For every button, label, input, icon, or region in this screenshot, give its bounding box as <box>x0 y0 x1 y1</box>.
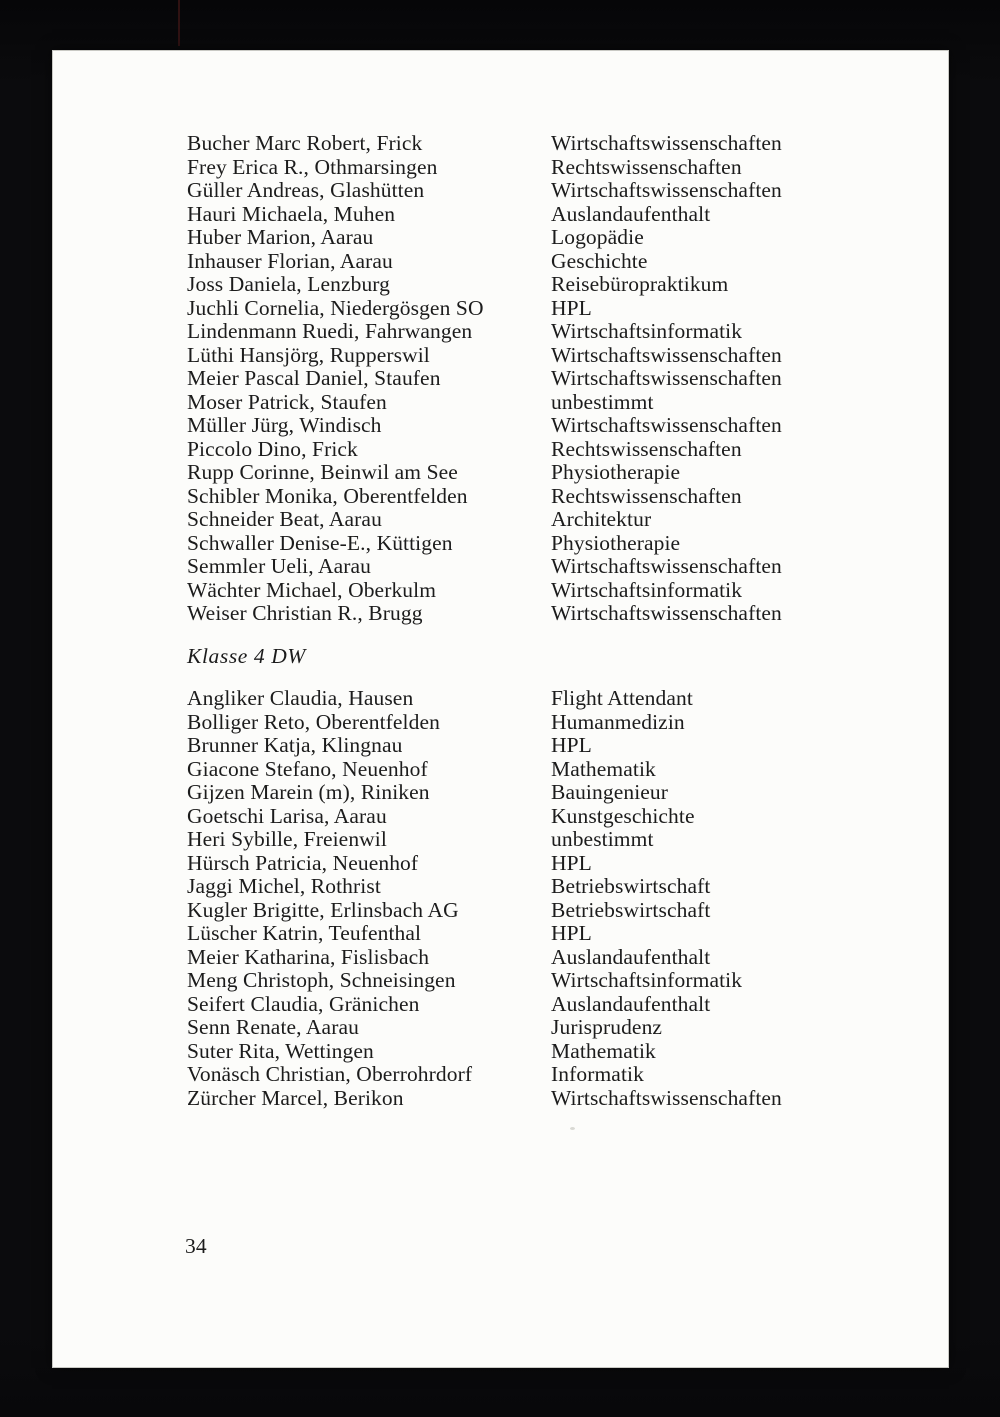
student-row <box>187 1063 909 1087</box>
student-name: Hauri Michaela, Muhen <box>187 201 396 226</box>
study-subject: Wirtschaftsinformatik <box>551 968 743 992</box>
student-row <box>187 320 909 344</box>
student-row <box>187 250 909 274</box>
student-list-continued <box>187 132 909 626</box>
student-name: Lüthi Hansjörg, Rupperswil <box>187 342 430 367</box>
study-subject: Reisebüropraktikum <box>551 272 729 296</box>
student-row <box>187 273 909 297</box>
student-row <box>187 414 909 438</box>
study-subject: Wirtschaftsinformatik <box>551 577 743 602</box>
study-subject: Mathematik <box>551 756 656 781</box>
scan-artifact-line <box>178 0 180 46</box>
student-row <box>187 532 909 556</box>
student-name: Senn Renate, Aarau <box>187 1015 359 1039</box>
book-page <box>52 50 949 1368</box>
student-name: Bolliger Reto, Oberentfelden <box>187 709 440 734</box>
student-row <box>187 602 909 626</box>
student-row <box>187 805 909 829</box>
student-name: Joss Daniela, Lenzburg <box>187 272 391 296</box>
student-name: Semmler Ueli, Aarau <box>187 554 371 578</box>
study-subject: Wirtschaftswissenschaften <box>551 554 782 578</box>
student-name: Seifert Claudia, Gränichen <box>187 991 420 1016</box>
student-row <box>187 132 909 156</box>
study-subject: Wirtschaftswissenschaften <box>551 131 782 155</box>
student-row <box>187 179 909 203</box>
student-name: Goetschi Larisa, Aarau <box>187 803 387 828</box>
student-row <box>187 579 909 603</box>
page-number: 34 <box>185 1234 207 1258</box>
student-row <box>187 555 909 579</box>
study-subject: Flight Attendant <box>551 686 693 710</box>
study-subject: Jurisprudenz <box>551 1015 663 1039</box>
student-name: Lüscher Katrin, Teufenthal <box>187 921 422 945</box>
study-subject: HPL <box>551 921 592 945</box>
study-subject: Mathematik <box>551 1038 656 1063</box>
student-name: Suter Rita, Wettingen <box>187 1038 374 1063</box>
student-name: Meier Katharina, Fislisbach <box>187 944 430 969</box>
student-row <box>187 1016 909 1040</box>
student-name: Weiser Christian R., Brugg <box>187 601 423 625</box>
student-row <box>187 734 909 758</box>
student-row <box>187 781 909 805</box>
study-subject: Humanmedizin <box>551 709 685 734</box>
study-subject: unbestimmt <box>551 389 654 414</box>
student-row <box>187 461 909 485</box>
student-name: Moser Patrick, Staufen <box>187 389 387 414</box>
student-row <box>187 344 909 368</box>
student-name: Schibler Monika, Oberentfelden <box>187 483 468 508</box>
student-list-klasse-4dw <box>187 687 909 1110</box>
student-row <box>187 485 909 509</box>
student-name: Kugler Brigitte, Erlinsbach AG <box>187 897 459 922</box>
study-subject: Physiotherapie <box>551 530 681 555</box>
student-row <box>187 687 909 711</box>
student-name: Juchli Cornelia, Niedergösgen SO <box>187 295 484 320</box>
study-subject: Informatik <box>551 1062 644 1086</box>
study-subject: Bauingenieur <box>551 780 669 804</box>
student-name: Güller Andreas, Glashütten <box>187 178 425 202</box>
study-subject: Wirtschaftswissenschaften <box>551 413 782 437</box>
student-name: Huber Marion, Aarau <box>187 225 374 249</box>
student-name: Schneider Beat, Aarau <box>187 507 382 531</box>
study-subject: unbestimmt <box>551 827 654 851</box>
student-name: Lindenmann Ruedi, Fahrwangen <box>187 319 473 343</box>
study-subject: Auslandaufenthalt <box>551 991 711 1016</box>
student-name: Meier Pascal Daniel, Staufen <box>187 366 441 390</box>
study-subject: Rechtswissenschaften <box>551 436 742 461</box>
student-name: Angliker Claudia, Hausen <box>187 686 414 710</box>
student-name: Brunner Katja, Klingnau <box>187 733 403 757</box>
student-row <box>187 946 909 970</box>
study-subject: Rechtswissenschaften <box>551 483 742 508</box>
student-name: Frey Erica R., Othmarsingen <box>187 154 438 179</box>
scan-speck <box>570 1127 575 1130</box>
student-row <box>187 1040 909 1064</box>
student-row <box>187 438 909 462</box>
study-subject: Kunstgeschichte <box>551 803 695 828</box>
student-row <box>187 922 909 946</box>
study-subject: Wirtschaftswissenschaften <box>551 366 782 390</box>
study-subject: Wirtschaftswissenschaften <box>551 1085 782 1110</box>
page-content <box>52 50 949 1368</box>
study-subject: Wirtschaftswissenschaften <box>551 178 782 202</box>
study-subject: Architektur <box>551 507 652 531</box>
student-name: Müller Jürg, Windisch <box>187 413 382 437</box>
student-name: Rupp Corinne, Beinwil am See <box>187 460 458 484</box>
student-name: Jaggi Michel, Rothrist <box>187 874 381 898</box>
student-row <box>187 875 909 899</box>
student-row <box>187 899 909 923</box>
student-row <box>187 297 909 321</box>
study-subject: HPL <box>551 733 592 757</box>
student-name: Wächter Michael, Oberkulm <box>187 577 437 602</box>
study-subject: Betriebswirtschaft <box>551 874 711 898</box>
study-subject: Auslandaufenthalt <box>551 201 711 226</box>
student-name: Giacone Stefano, Neuenhof <box>187 756 428 781</box>
study-subject: Rechtswissenschaften <box>551 154 742 179</box>
study-subject: Auslandaufenthalt <box>551 944 711 969</box>
section-heading-klasse-4dw: Klasse 4 DW <box>187 644 306 668</box>
student-name: Heri Sybille, Freienwil <box>187 827 387 851</box>
student-name: Inhauser Florian, Aarau <box>187 248 393 273</box>
student-row <box>187 993 909 1017</box>
study-subject: Wirtschaftswissenschaften <box>551 342 782 367</box>
student-row <box>187 367 909 391</box>
student-row <box>187 969 909 993</box>
student-row <box>187 828 909 852</box>
student-name: Zürcher Marcel, Berikon <box>187 1085 404 1110</box>
student-row <box>187 711 909 735</box>
student-name: Piccolo Dino, Frick <box>187 436 358 461</box>
student-name: Schwaller Denise-E., Küttigen <box>187 530 453 555</box>
student-row <box>187 156 909 180</box>
student-row <box>187 203 909 227</box>
student-row <box>187 391 909 415</box>
study-subject: Wirtschaftsinformatik <box>551 319 743 343</box>
student-name: Gijzen Marein (m), Riniken <box>187 780 430 804</box>
student-name: Meng Christoph, Schneisingen <box>187 968 456 992</box>
study-subject: HPL <box>551 850 592 875</box>
student-row <box>187 758 909 782</box>
study-subject: Logopädie <box>551 225 644 249</box>
student-name: Bucher Marc Robert, Frick <box>187 131 423 155</box>
student-row <box>187 852 909 876</box>
student-row <box>187 1087 909 1111</box>
student-row <box>187 508 909 532</box>
study-subject: Physiotherapie <box>551 460 681 484</box>
study-subject: Betriebswirtschaft <box>551 897 711 922</box>
study-subject: Wirtschaftswissenschaften <box>551 601 782 625</box>
study-subject: HPL <box>551 295 592 320</box>
student-name: Vonäsch Christian, Oberrohrdorf <box>187 1062 473 1086</box>
student-row <box>187 226 909 250</box>
student-name: Hürsch Patricia, Neuenhof <box>187 850 419 875</box>
study-subject: Geschichte <box>551 248 648 273</box>
